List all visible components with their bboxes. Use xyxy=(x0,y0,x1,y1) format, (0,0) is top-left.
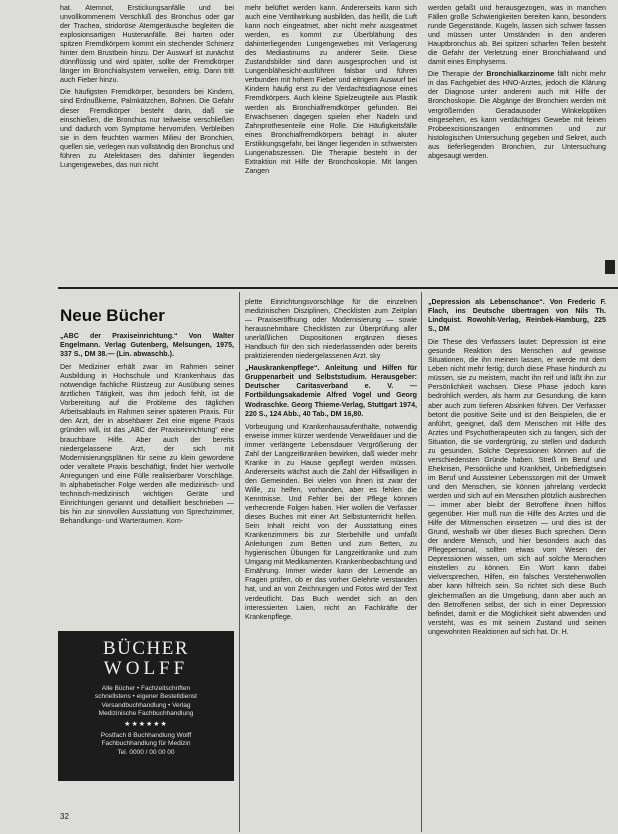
ad-text: Postfach 8 Buchhandlung Wolff xyxy=(100,732,192,740)
text-span: fällt nicht mehr in das Fachgebiet des HNO-Arztes, jedoch die Klärung der Diagnose unter anderem auch mit Hilfe der Bronchoskopie. Die Abgänge der Bronchien werden mit vergrößernden Geradausoder Winkeloptiken eingesehen, es kann verdächtiges Gewebe mit feinen Probeexcisionszangen entnommen und zur histologischen Untersuchung gegeben und Sekret, auch aus tieferliegenden Bronchien, zur Untersuchung abgesaugt werden. xyxy=(428,70,606,160)
paragraph: Die häufigsten Fremdkörper, besonders bei Kindern, sind Erdnußkerne, Palmkätzchen, Bohnen. Die Gefahr dieser Fremdkörper besteht darin, daß sie einschießen, die Bronchus nur teilweise verschließen und dadurch vom Symptome hervorrufen. Verbleiben sie in dem feuchten warmen Milieu der Bronchien, quellen sie, verlegen nun vollständig den Bronchus und führen zu Atelektasen des dahinter liegenden Lungengewebes, das nun nicht xyxy=(60,88,234,169)
paragraph: werden gefaßt und herausgezogen, was in manchen Fällen große Schwierigkeiten bereiten kann, besonders runde Gegenstände. Kugeln, lassen sich schwer fassen und müssen unter Umständen in den anderen Hauptbronchus ab. Bei spitzen scharfen Teilen besteht die Gefahr der Verletzung einer Bronchialwand und damit eines Emphysems. xyxy=(428,4,606,67)
column-rule xyxy=(421,292,422,832)
ad-text: Alle Bücher • Fachzeitschriften xyxy=(101,685,191,692)
ad-text: Fachbuchhandlung für Medizin xyxy=(101,740,191,748)
paragraph: plette Einrichtungsvorschläge für die einzelnen medizinischen Disziplinen, Checklisten zum Zeitplan — Praxiseröffnung oder Modernisierung — sowie herausnehmbare Checklisten zur Überprüfung aller unerläßlichen Dispositionen ergänzen dieses Handbuch für den sich niederlassenden oder bereits praktizierenden niedergelassenen Arzt. sky xyxy=(245,298,417,361)
column-end-marker xyxy=(605,260,615,274)
section-title: Neue Bücher xyxy=(60,306,165,325)
paragraph: Vorbeugung und Krankenhausaufenthalte, notwendig erweise immer kürzer werdende Verweildauer und die immer verlängerte Lebensdauer Vergrößerung der Zahl der Langzeitkranken bewirken, daß wieder mehr Kranke in zu Hause gepflegt werden müssen. Andererseits wächst auch die Zahl der Hilfswilligen in den Gemeinden. Bei vielen von ihnen ist zwar der Wille, zu helfen, vorhanden, aber es fehlen die Kenntnisse. Und Fehler bei der Pflege können verhecrende Folgen haben. Hier wollen die Verfasser dieses Buches mit einer Art Selbstunterricht helfen. Sein Inhalt reicht von der Ausstattung eines Krankenzimmers bis zur Sterbehilfe und umfaßt Anleitungen zum Betten und zum Betten, zu hygienischen Übungen für Langzeitkranke und zum Umgang mit Medikamenten. Krankenbeobachtung und Ernährung. Immer wieder kann der Lernende an Fragen prüfen, ob er das vorher Gelehrte verstanden hat, und an von Zeichnungen und Fotos wird der Text verdeutlicht. Das Buch wendet sich an den interessierten Laien, nicht an Fachkräfte der Krankenpflege. xyxy=(245,422,417,621)
top-column-1 xyxy=(60,4,234,173)
top-column-3 xyxy=(428,4,606,164)
paragraph: Der Mediziner erhält zwar im Rahmen seiner Ausbildung in Hochschule und Krankenhaus das notwendige fachliche Rüstzeug zur Ausübung seines ärztlichen Tätigkeit, was ihm jedoch fehlt, ist die Vorbereitung auf die Probleme des täglichen Arbeitsablaufs im Rahmen seiner späteren Praxis. Für den Arzt, der in absehbarer Zeit eine eigene Praxis gründen will, ist das „ABC der Praxiseinrichtung“ eine brauchbare Hilfe. Aber auch der bereits niedergelassene Arzt, der sich mit Modernisierungsplänen für seine zu klein gewordene oder veraltete Praxis beschäftigt, findet hier wertvolle Anregungen und eine Fülle realisierbarer Vorschläge. In alphabetischer Folge werden alle medizinisch- und technisch-medizinisch wichtigen Geräte und Einrichtungen genannt und detailliert beschrieben — bis hin zur sinnvollen Ausstattung von Sprechzimmer, Behandlungs- und Warteräumen. Kom- xyxy=(60,363,234,525)
text-span: Die Therapie der xyxy=(428,70,487,79)
bookshop-advertisement xyxy=(58,631,234,781)
review-column-2 xyxy=(245,298,417,625)
column-rule xyxy=(239,292,240,832)
review-heading: „ABC der Praxiseinrichtung.“ Von Walter Engelmann. Verlag Gutenberg, Melsungen, 1975, 337 S., DM 38.— (Lin. abwaschb.). xyxy=(60,332,234,359)
ad-text: Tel. 0000 / 00 00 00 xyxy=(117,748,175,756)
ad-title: BÜCHER xyxy=(102,638,190,659)
ad-title: WOLFF xyxy=(103,658,189,679)
review-column-3 xyxy=(428,298,606,640)
paragraph: mehr belüftet werden kann. Andererseits kann sich auch eine Ventilwirkung ausbilden, das heißt, die Luft kann noch eingeatmet, aber nicht mehr ausgeatmet werden, es kommt zur Überblähung des dahinterliegenden Lungengewebes mit Verlagerung des Mediastinums zu anderer Seite. Diese Zustandsbilder sind dann ausgesprochen und ist Lungenblähesicht-ausführen falsbar und führen verbunden mit hohem Fieber und eitrigem Auswurf bei Kindern häufig erst zu der Verdachtsdiagnose eines Fremdkörpers. Auch kleine Spielzeugteile aus Plastik werden als Bronchialfremdkörper gefunden. Bei Erwachsenen dagegen spielen eher Nadeln und Zahnprothesenteile eine Rolle. Die Häufigkeitsfälle eines Bronchialfremdkörpers beträgt in akuter Erstikkungsgefahr, bei länger liegenden in schwersten Lungenabszessen. Die Therapie besteht in der Extraktion mit Hilfe der Bronchoskopie. Mit langen Zangen xyxy=(245,4,417,175)
paragraph: hat. Atemnot, Erstickungsanfälle und bei unvollkommenem Verschluß des Bronchus oder gar der Trachea, stridoröse Atemgeräusche begleiten die explosionsartigen Hustenanfälle. Bei harten oder spitzen Fremdkörpern kommt ein stechender Schmerz hinter dem Brustbein hinzu. Der Auswurf ist zunächst dünnflüssig und wird später, sollte der Fremdkörper länger im Bronchialsystem verweilen, eitrig. Dann tritt auch Fieber hinzu. xyxy=(60,4,234,85)
section-divider xyxy=(58,287,618,289)
bold-term: Bronchialkarzinome xyxy=(486,70,555,79)
paragraph xyxy=(428,70,606,160)
ad-text: Medizinische Fachbuchhandlung xyxy=(98,709,194,717)
star-icon: ★★★★★★ xyxy=(124,721,168,729)
top-column-2 xyxy=(245,4,417,179)
review-column-1 xyxy=(60,332,234,529)
paragraph: Die These des Verfassers lautet: Depression ist eine gesunde Reaktion des Menschen auf gewisse Situationen, die ihn meinen lassen, er werde mit dem Leben nicht mehr fertig; durch diese Phase hindurch zu müssen, sie zu meistern, macht ihn reif und läßt ihn zur Persönlichkeit wachsen. Diese Phase jedoch kann bedrohlich werden, als harm zur Gesundung, die kann aber auch zum tieferen Absinken führen. Der Verfasser betont die positive Seite und ist den Beispielen, die er anführt, geeignet, daß dem Menschen mit Hilfe des Arztes und Psychotherapeuten sich zu fangen, sich der Situation, die sie vordergrünig, zu stellen und dadurch zu gesunden. Solche Depressionen können auf die verschiedensten Gründe haben. Streß im Beruf und Ehekrisen, Persönliche und Krankheit, Unbefriedigtsein im Beruf und Aussteiner Lebenssorgen mit der Umwelt und den Menschen, sie können jahrelang verdeckt werden und sich auf ein Menschen plötzlich ausbrechen — immer aber bleibt der Betroffene ihnen hilflos gegenüber. Hier muß nun die Hilfe des Arztes und die Hilfe der Mitmenschen einsetzen — und dies ist der Grund, weshalb wir über dieses Buch sprechen. Denn der andere Mensch, und hier besonders auch das Pflegepersonal, sollten etwas vom Wesen der Depressionen wissen, um sich auf solche Menschen einstellen zu können. Ein Wort kann dabei vielversprechen, Hilfen, ein falsches Verstehenwollen aber kann hilfreich sein. So richtet sich diese Buch gleichermaßen an die Umgebung, dann aber auch an den Betroffenen selbst, der sich in einer Depression befindet, damit er die Möglichkeit sieht abwenden und versteht, was es mit seinem Zustand und seinen ungewohnten Reaktionen auf sich hat. Dr. H. xyxy=(428,338,606,636)
review-heading: „Depression als Lebenschance“. Von Frederic F. Flach, ins Deutsche übertragen von Nils Th. Lindquist. Rowohlt-Verlag, Reinbek-Hamburg, 225 S., DM xyxy=(428,298,606,334)
page-number: 32 xyxy=(60,812,69,821)
ad-text: schnellstens • eigener Bestelldienst xyxy=(94,693,197,701)
ad-text: Versandbuchhandlung • Verlag xyxy=(101,701,191,709)
review-heading: „Hauskrankenpflege“. Anleitung und Hilfen für Gruppenarbeit und Selbststudium. Herausgeber: Deutscher Caritasverband e. V. — Fortbildungsakademie Alfred Vogel und Georg Wodraschke. Georg Thieme-Verlag, Stuttgart 1974, 220 S., 124 Abb., 40 Tab., DM 16,80. xyxy=(245,364,417,418)
